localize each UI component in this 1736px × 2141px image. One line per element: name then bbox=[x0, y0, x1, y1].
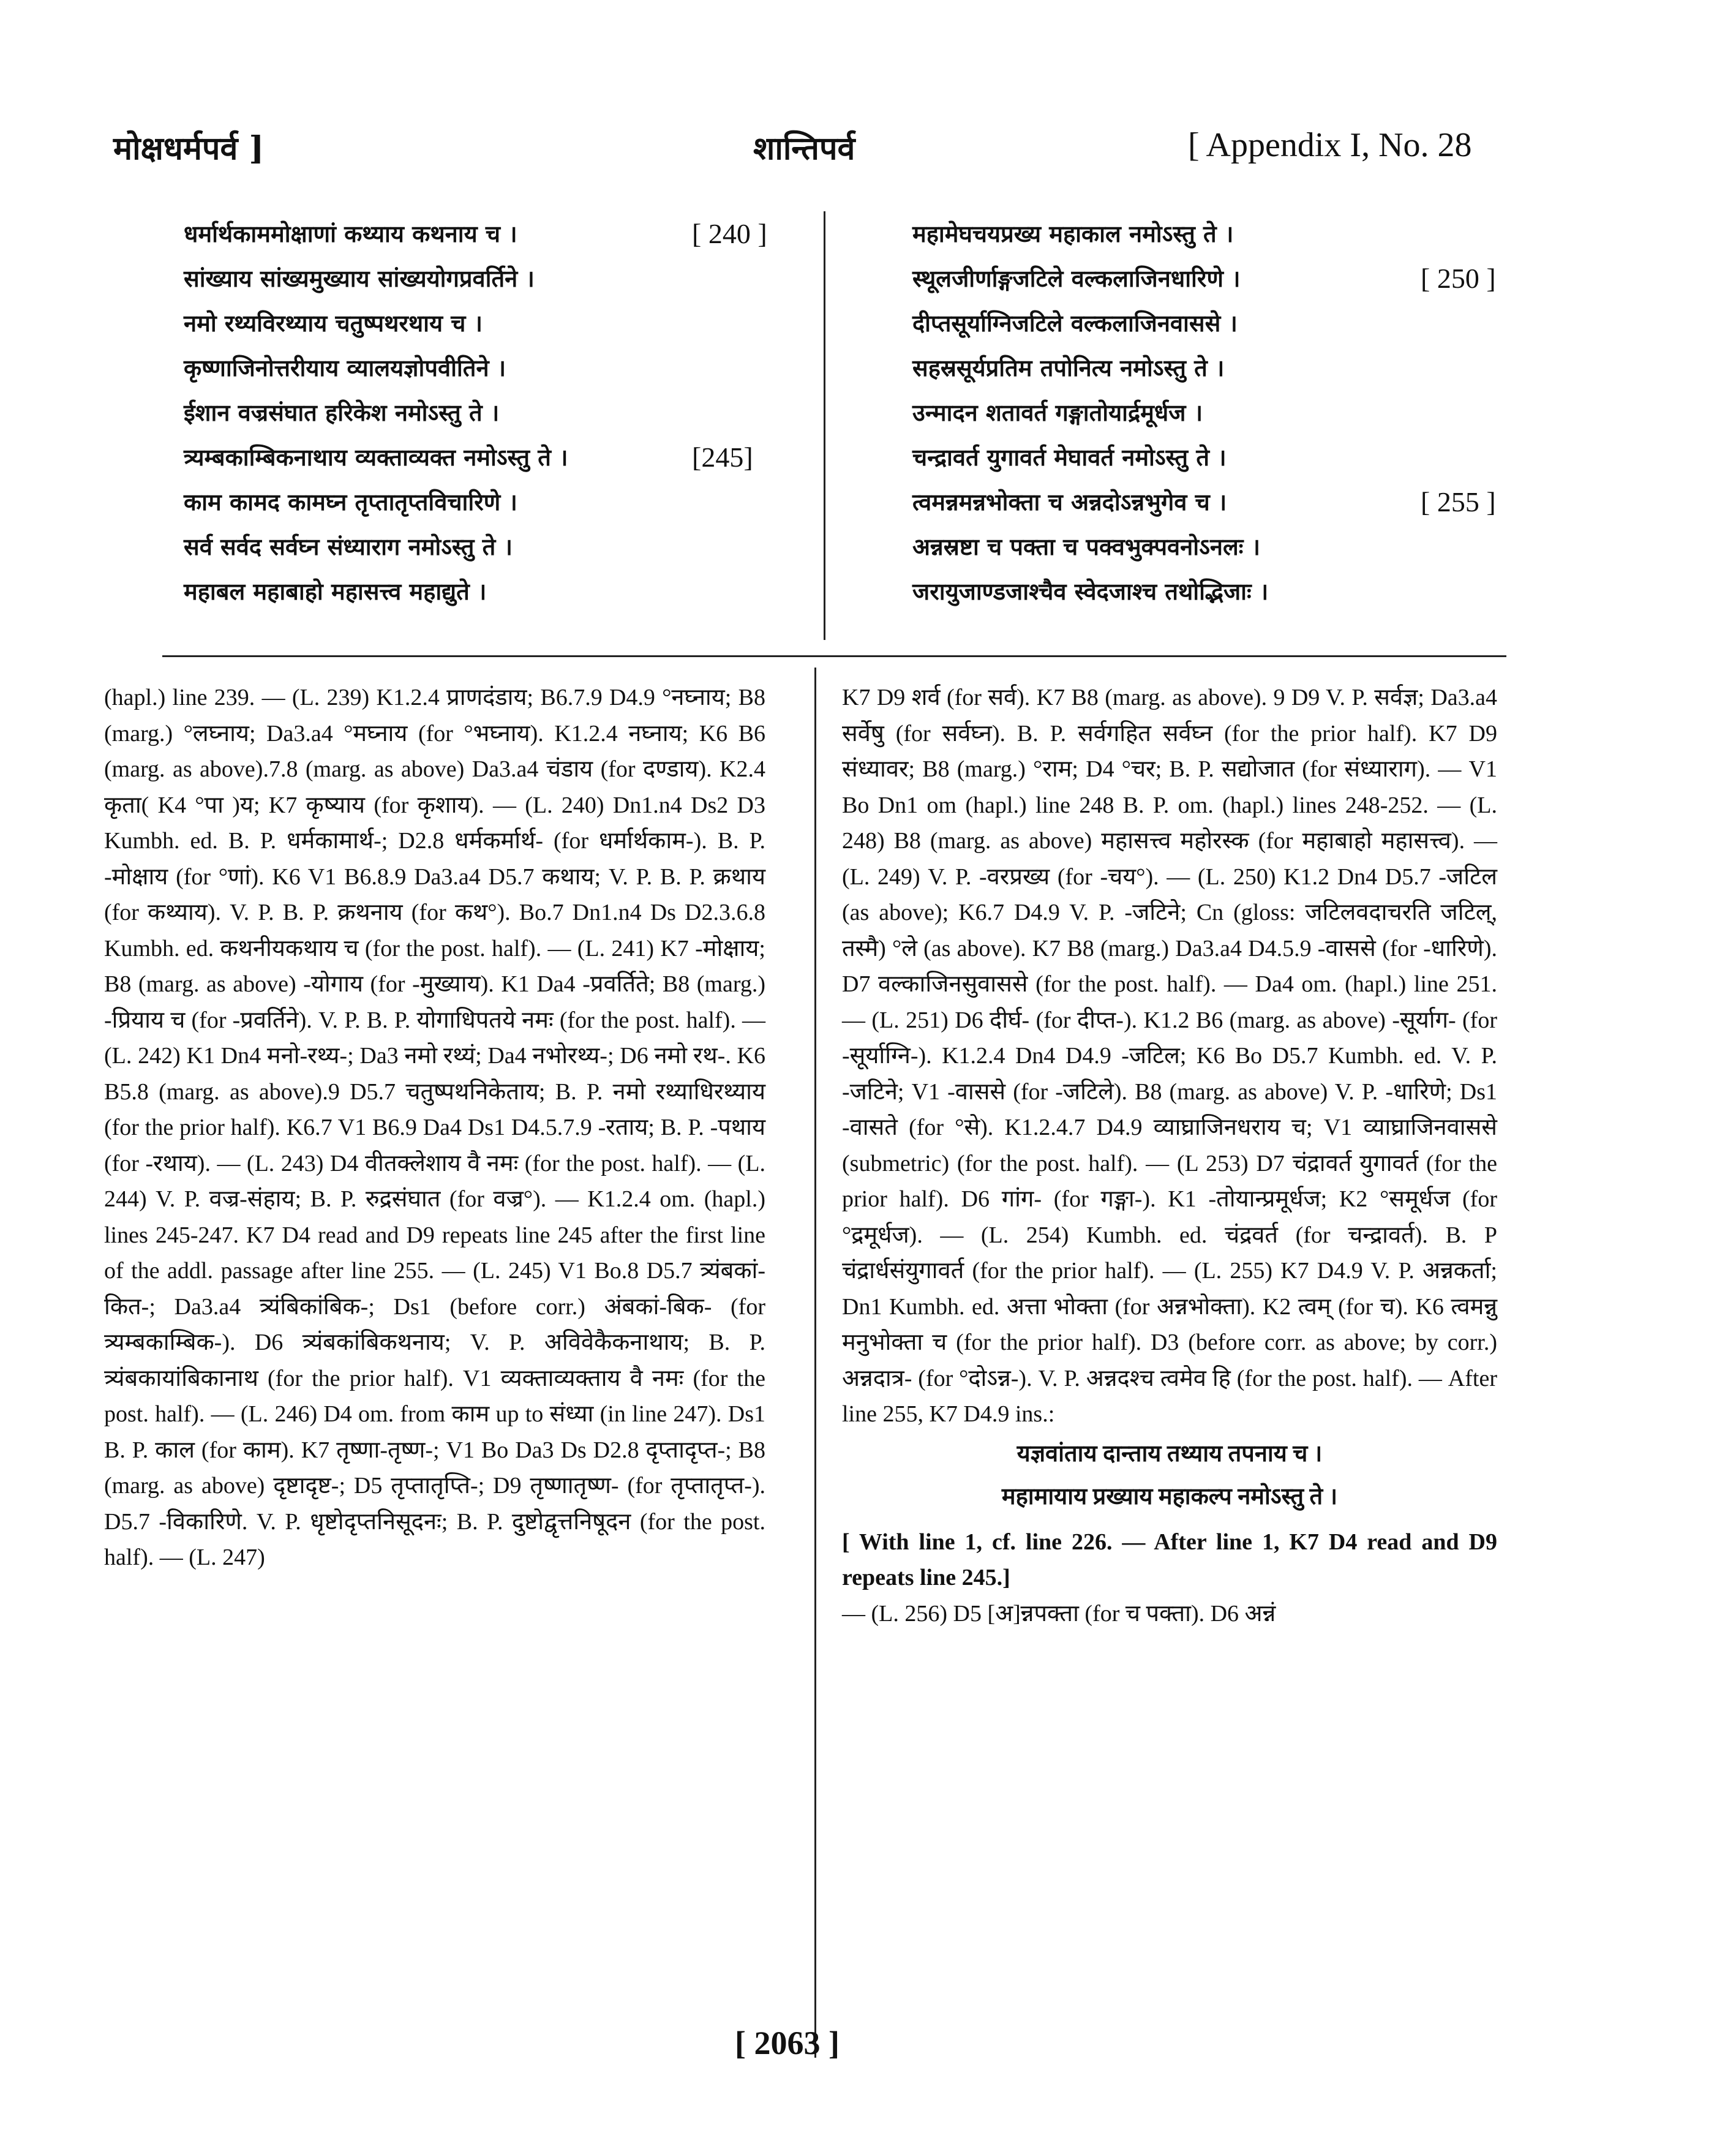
verse-number: [ 255 ] bbox=[1421, 486, 1496, 517]
verse-line bbox=[184, 480, 796, 524]
verse-text: महाबल महाबाहो महासत्त्व महाद्युते । bbox=[184, 578, 487, 605]
verse-line bbox=[912, 435, 1525, 480]
verse-line bbox=[912, 390, 1525, 435]
verse-line bbox=[912, 211, 1525, 256]
verse-line bbox=[184, 211, 796, 256]
notes-column-left bbox=[104, 680, 765, 1576]
verse-text: अन्नस्रष्टा च पक्ता च पक्वभुक्पवनोऽनलः । bbox=[912, 533, 1261, 560]
verse-number: [ 250 ] bbox=[1421, 263, 1496, 294]
verse-line bbox=[184, 569, 796, 614]
verse-text: सांख्याय सांख्यमुख्याय सांख्ययोगप्रवर्तिने । bbox=[184, 265, 535, 292]
verse-text: ईशान वज्रसंघात हरिकेश नमोऽस्तु ते । bbox=[184, 399, 500, 426]
section-divider bbox=[162, 655, 1506, 657]
verse-text: महामेघचयप्रख्य महाकाल नमोऽस्तु ते । bbox=[912, 220, 1234, 247]
verse-text: सर्व सर्वद सर्वघ्न संध्याराग नमोऽस्तु ते । bbox=[184, 533, 513, 560]
header-left: मोक्षधर्मपर्व ] bbox=[113, 130, 265, 167]
verse-line bbox=[912, 345, 1525, 390]
verse-text: धर्मार्थकाममोक्षाणां कथ्याय कथनाय च । bbox=[184, 220, 517, 247]
verse-line bbox=[912, 256, 1525, 301]
critical-notes-right: K7 D9 शर्व (for सर्व). K7 B8 (marg. as above). 9 D9 V. P. सर्वज्ञ; Da3.a4 सर्वेषु (for सर्वघ्न). B. P. सर्वगहित सर्वघ्न (for the prior half). K7 D9 संध्यावर; B8 (marg.) °राम; D4 °चर; B. P. सद्योजात (for संध्याराग). — V1 Bo Dn1 om (hapl.) line 248 B. P. om. (hapl.) lines 248-252. — (L. 248) B8 (marg. as above) महासत्त्व महोरस्क (for महाबाहो महासत्त्व). — (L. 249) V. P. -वरप्रख्य (for -चय°). — (L. 250) K1.2 Dn4 D5.7 -जटिल (as above); K6.7 D4.9 V. P. -जटिने; Cn (gloss: जटिलवदाचरति जटिल्, तस्मै) °ले (as above). K7 B8 (marg.) Da3.a4 D4.5.9 -वाससे (for -धारिणे). D7 वल्काजिनसुवाससे (for the post. half). — Da4 om. (hapl.) line 251. — (L. 251) D6 दीर्घ- (for दीप्त-). K1.2 B6 (marg. as above) -सूर्याग- (for -सूर्याग्नि-). K1.2.4 Dn4 D4.9 -जटिल; K6 Bo D5.7 Kumbh. ed. V. P. -जटिने; V1 -वाससे (for -जटिले). B8 (marg. as above) V. P. -धारिणे; Ds1 -वासते (for °से). K1.2.4.7 D4.9 व्याघ्राजिनधराय च; V1 व्याघ्राजिनवाससे (submetric) (for the post. half). — (L 253) D7 चंद्रावर्त युगावर्त (for the prior half). D6 गांग- (for गङ्गा-). K1 -तोयान्प्रमूर्धज; K2 °समूर्धज (for °द्रमूर्धज). — (L. 254) Kumbh. ed. चंद्रवर्त (for चन्द्रावर्त). B. P चंद्रार्धसंयुगावर्त (for the prior half). — (L. 255) K7 D4.9 V. P. अन्नकर्ता; Dn1 Kumbh. ed. अत्ता भोक्ता (for अन्नभोक्ता). K2 त्वम् (for च). K6 त्वमन्नु मनुभोक्ता च (for the prior half). D3 (before corr. as above; by corr.) अन्नदात्र- (for °दोऽन्न-). V. P. अन्नदश्च त्वमेव हि (for the post. half). — After line 255, K7 D4.9 ins.: bbox=[842, 685, 1497, 1427]
header-title: शान्तिपर्व bbox=[753, 130, 855, 167]
header-right: [ Appendix I, No. 28 bbox=[1188, 126, 1472, 164]
critical-notes-left: (hapl.) line 239. — (L. 239) K1.2.4 प्राणदंडाय; B6.7.9 D4.9 °नघ्नाय; B8 (marg.) °लघ्नाय; Da3.a4 °मघ्नाय (for °भघ्नाय). K1.2.4 नघ्नाय; K6 B6 (marg. as above).7.8 (marg. as above) Da3.a4 चंडाय (for दण्डाय). K2.4 कृता( K4 °पा )य; K7 कृष्याय (for कृशाय). — (L. 240) Dn1.n4 Ds2 D3 Kumbh. ed. B. P. धर्मकामार्थ-; D2.8 धर्मकर्मार्थ- (for धर्मार्थकाम-). B. P. -मोक्षाय (for °णां). K6 V1 B6.8.9 Da3.a4 D5.7 कथाय; V. P. B. P. क्रथाय (for कथ्याय). V. P. B. P. क्रथनाय (for कथ°). Bo.7 Dn1.n4 Ds D2.3.6.8 Kumbh. ed. कथनीयकथाय च (for the post. half). — (L. 241) K7 -मोक्षाय; B8 (marg. as above) -योगाय (for -मुख्याय). K1 Da4 -प्रवर्तिते; B8 (marg.) -प्रियाय च (for -प्रवर्तिने). V. P. B. P. योगाधिपतये नमः (for the post. half). — (L. 242) K1 Dn4 मनो-रथ्य-; Da3 नमो रथ्यं; Da4 नभोरथ्य-; D6 नमो रथ-. K6 B5.8 (marg. as above).9 D5.7 चतुष्पथनिकेताय; B. P. नमो रथ्याधिरथ्याय (for the prior half). K6.7 V1 B6.9 Da4 Ds1 D4.5.7.9 -रताय; B. P. -पथाय (for -रथाय). — (L. 243) D4 वीतक्लेशाय वै नमः (for the post. half). — (L. 244) V. P. वज्र-संहाय; B. P. रुद्रसंघात (for वज्र°). — K1.2.4 om. (hapl.) lines 245-247. K7 D4 read and D9 repeats line 245 after the first line of the addl. passage after line 255. — (L. 245) V1 Bo.8 D5.7 त्र्यंबकां-कित-; Da3.a4 त्र्यंबिकांबिक-; Ds1 (before corr.) अंबकां-बिक- (for त्र्यम्बकाम्बिक-). D6 त्र्यंबकांबिकथनाय; V. P. अविवेकैकनाथाय; B. P. त्र्यंबकायांबिकानाथ (for the prior half). V1 व्यक्ताव्यक्ताय वै नमः (for the post. half). — (L. 246) D4 om. from काम up to संध्या (in line 247). Ds1 B. P. काल (for काम). K7 तृष्णा-तृष्ण-; V1 Bo Da3 Ds D2.8 दृप्तादृप्त-; B8 (marg. as above) दृष्टादृष्ट-; D5 तृप्तातृप्ति-; D9 तृष्णातृष्ण- (for तृप्तातृप्त-). D5.7 -विकारिणे. V. P. धृष्टोदृप्तनिसूदनः; B. P. दुष्टोद्वृत्तनिषूदन (for the post. half). — (L. 247) bbox=[104, 685, 765, 1570]
verse-line bbox=[184, 301, 796, 345]
verse-number: [ 240 ] bbox=[692, 218, 767, 249]
notes-column-right bbox=[842, 680, 1497, 1631]
verse-text: काम कामद कामघ्न तृप्तातृप्तविचारिणे । bbox=[184, 488, 517, 516]
verse-column-right bbox=[912, 211, 1525, 614]
verse-line bbox=[184, 256, 796, 301]
verse-text: उन्मादन शतावर्त गङ्गातोयार्द्रमूर्धज । bbox=[912, 399, 1203, 426]
verse-text: कृष्णाजिनोत्तरीयाय व्यालयज्ञोपवीतिने । bbox=[184, 354, 506, 382]
additional-passage-line: यज्ञवांताय दान्ताय तथ्याय तपनाय च । bbox=[1016, 1440, 1323, 1467]
verse-column-divider bbox=[824, 211, 825, 640]
verse-text: त्र्यम्बकाम्बिकनाथाय व्यक्ताव्यक्त नमोऽस्तु ते । bbox=[184, 443, 568, 471]
verse-line bbox=[184, 435, 796, 480]
page-number: [ 2063 ] bbox=[735, 2025, 840, 2061]
verse-text: त्वमन्नमन्नभोक्ता च अन्नदोऽन्नभुगेव च । bbox=[912, 488, 1227, 516]
final-note: — (L. 256) D5 [अ]न्नपक्ता (for च पक्ता). D6 अन्नं bbox=[842, 1600, 1276, 1627]
bracket-note: [ With line 1, cf. line 226. — After line 1, K7 D4 read and D9 repeats line 245.] bbox=[842, 1529, 1497, 1590]
verse-text: जरायुजाण्डजाश्चैव स्वेदजाश्च तथोद्भिजाः । bbox=[912, 578, 1269, 605]
verse-line bbox=[184, 345, 796, 390]
verse-text: नमो रथ्यविरथ्याय चतुष्पथरथाय च । bbox=[184, 309, 483, 337]
verse-text: दीप्तसूर्याग्निजटिले वल्कलाजिनवाससे । bbox=[912, 309, 1238, 337]
additional-passage-line: महामायाय प्रख्याय महाकल्प नमोऽस्तु ते । bbox=[1001, 1483, 1338, 1510]
verse-column-left bbox=[184, 211, 796, 614]
verse-number: [245] bbox=[692, 442, 753, 473]
verse-line bbox=[912, 480, 1525, 524]
verse-text: स्थूलजीर्णाङ्गजटिले वल्कलाजिनधारिणे । bbox=[912, 265, 1241, 292]
verse-text: सहस्रसूर्यप्रतिम तपोनित्य नमोऽस्तु ते । bbox=[912, 354, 1225, 382]
verse-line bbox=[912, 569, 1525, 614]
verse-line bbox=[912, 524, 1525, 569]
verse-line bbox=[912, 301, 1525, 345]
verse-line bbox=[184, 390, 796, 435]
verse-line bbox=[184, 524, 796, 569]
verse-text: चन्द्रावर्त युगावर्त मेघावर्त नमोऽस्तु ते । bbox=[912, 443, 1227, 471]
notes-column-divider bbox=[814, 668, 816, 2058]
